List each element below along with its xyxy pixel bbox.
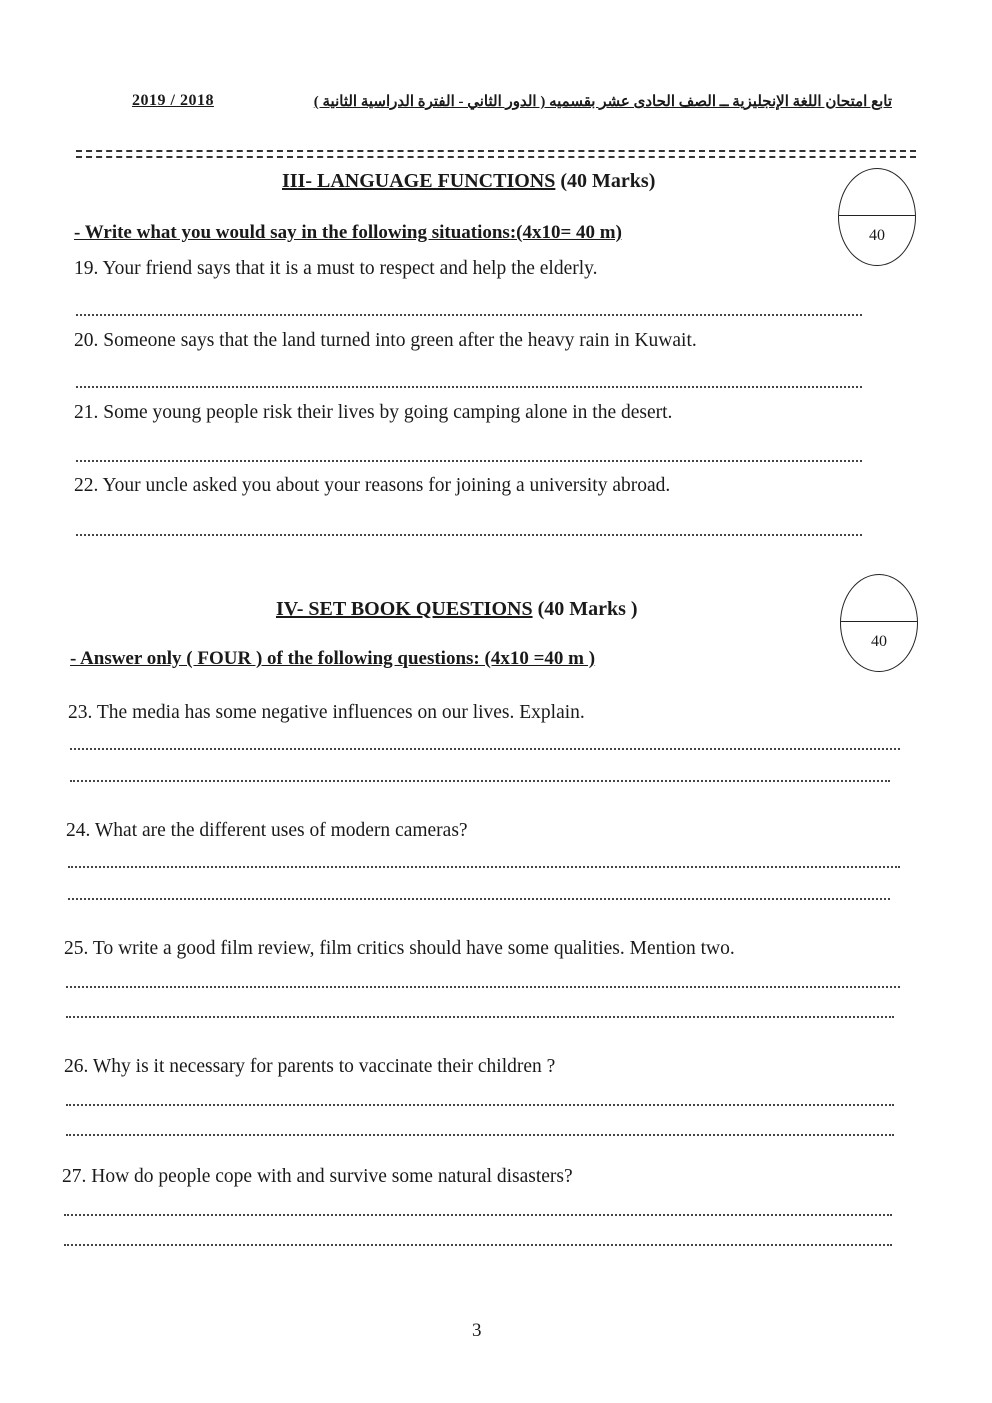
question-25: 25. To write a good film review, film critics should have some qualities. Mention two. (64, 938, 735, 959)
question-24: 24. What are the different uses of modern cameras? (66, 820, 468, 841)
answer-line-21[interactable] (76, 460, 862, 462)
section-3-score-box (838, 168, 916, 266)
page-number: 3 (472, 1320, 482, 1341)
exam-header (132, 92, 892, 120)
section-3-instruction: - Write what you would say in the following situations:(4x10= 40 m) (74, 222, 622, 243)
answer-line-27a[interactable] (64, 1214, 892, 1216)
header-divider-2 (76, 156, 916, 158)
section-4-score: 40 (871, 633, 887, 650)
answer-line-27b[interactable] (64, 1244, 892, 1246)
section-3-title: III- LANGUAGE FUNCTIONS (40 Marks) (282, 170, 656, 192)
question-23: 23. The media has some negative influences on our lives. Explain. (68, 702, 585, 723)
section-4-instruction: - Answer only ( FOUR ) of the following questions: (4x10 =40 m ) (70, 648, 596, 669)
answer-line-23a[interactable] (70, 748, 900, 750)
question-27: 27. How do people cope with and survive some natural disasters? (62, 1166, 573, 1187)
exam-year: 2019 / 2018 (132, 92, 214, 109)
answer-line-25a[interactable] (66, 986, 900, 988)
answer-line-24b[interactable] (68, 898, 890, 900)
question-26: 26. Why is it necessary for parents to vaccinate their children ? (64, 1056, 556, 1077)
section-4-title: IV- SET BOOK QUESTIONS (40 Marks ) (276, 598, 638, 620)
answer-line-23b[interactable] (70, 780, 890, 782)
question-19: 19. Your friend says that it is a must to respect and help the elderly. (74, 258, 598, 279)
answer-line-26a[interactable] (66, 1104, 894, 1106)
exam-title-arabic: تابع امتحان اللغة الإنجليزية ــ الصف الحادى عشر بقسميه ( الدور الثاني - الفترة الدراسية الثانية ) (313, 94, 892, 110)
answer-line-19[interactable] (76, 314, 862, 316)
question-21: 21. Some young people risk their lives by going camping alone in the desert. (74, 402, 673, 423)
answer-line-20[interactable] (76, 386, 862, 388)
header-divider (76, 150, 916, 152)
section-4-score-box (840, 574, 918, 672)
answer-line-25b[interactable] (66, 1016, 894, 1018)
question-20: 20. Someone says that the land turned into green after the heavy rain in Kuwait. (74, 330, 697, 351)
question-22: 22. Your uncle asked you about your reasons for joining a university abroad. (74, 475, 671, 496)
answer-line-22[interactable] (76, 534, 862, 536)
section-3-score: 40 (869, 227, 885, 244)
answer-line-26b[interactable] (66, 1134, 894, 1136)
answer-line-24a[interactable] (68, 866, 900, 868)
